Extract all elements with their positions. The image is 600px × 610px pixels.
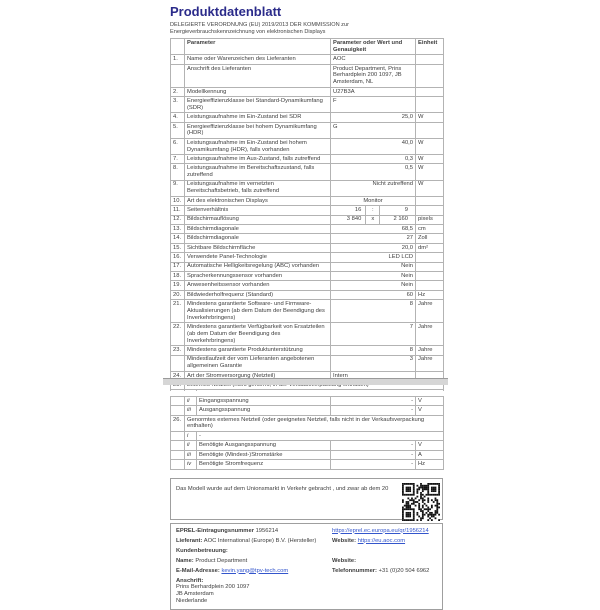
row-unit: V [416, 397, 444, 406]
row-value: Nicht zutreffend [331, 180, 416, 196]
row-number [171, 406, 185, 415]
row-number: 10. [171, 196, 185, 205]
row-value: F [331, 97, 416, 113]
row-number [171, 64, 185, 87]
website-label: Website: [332, 537, 357, 544]
row-number: 16. [171, 253, 185, 262]
row-label: Sichtbare Bildschirmfläche [185, 243, 331, 252]
address-line-2: JB Amsterdam [176, 591, 214, 598]
table-header-row [171, 39, 444, 55]
table-row [171, 243, 444, 252]
row-number [171, 450, 185, 459]
table-row [171, 397, 444, 406]
row-value: Monitor [331, 196, 416, 205]
row-number: 9. [171, 180, 185, 196]
row-number: 6. [171, 138, 185, 154]
eprel-info-box [170, 523, 443, 610]
row-value: Intern [331, 371, 416, 380]
contact-name-value: Product Department [195, 557, 248, 564]
row-value: 7 [331, 323, 416, 346]
row-value: Nein [331, 262, 416, 271]
row-label: Anschrift des Lieferanten [185, 64, 331, 87]
row-number: 3. [171, 97, 185, 113]
regulation-line-1: DELEGIERTE VERORDNUNG (EU) 2019/2013 DER KOMMISSION zur [170, 22, 349, 28]
table-row [171, 97, 444, 113]
row-unit: Jahre [416, 355, 444, 371]
row-value: 68,5 [331, 225, 416, 234]
row-value: - [331, 397, 416, 406]
row-subindex: iii [185, 450, 197, 459]
header-value: Parameter oder Wert und Genauigkeit [331, 39, 416, 55]
row-unit [416, 122, 444, 138]
row-number: 24. [171, 371, 185, 380]
market-placement-text: Das Modell wurde auf dem Unionsmarkt in Verkehr gebracht , und zwar ab dem 20 [176, 485, 389, 492]
row-value: G [331, 122, 416, 138]
table-row [171, 122, 444, 138]
row-unit: V [416, 441, 444, 450]
header-parameter: Parameter [185, 39, 331, 55]
table-row [171, 87, 444, 96]
contact-name-label: Name: [176, 557, 194, 564]
row-subindex: i [185, 431, 197, 440]
row-number: 8. [171, 164, 185, 180]
table-row [171, 196, 444, 205]
address-line-1: Prins Berhardplein 200 1097 [176, 584, 250, 591]
table-row [171, 355, 444, 371]
phone-label: Telefonnummer: [332, 567, 377, 574]
row-label: Seitenverhältnis [185, 206, 331, 215]
row-value: 3 [331, 355, 416, 371]
row-unit: A [416, 450, 444, 459]
row-subindex: ii [185, 441, 197, 450]
row-number: 7. [171, 155, 185, 164]
row-unit: Jahre [416, 300, 444, 323]
row-value: - [331, 460, 416, 469]
row-unit: W [416, 155, 444, 164]
row-number: 15. [171, 243, 185, 252]
table-row [171, 290, 444, 299]
row-value: Nein [331, 281, 416, 290]
supplier-label: Lieferant: [176, 537, 203, 544]
header-unit: Einheit [416, 39, 444, 55]
row-unit [416, 64, 444, 87]
row-unit: Zoll [416, 234, 444, 243]
email-row [176, 568, 328, 575]
row-unit: pixels [416, 215, 444, 224]
row-value: 8 [331, 300, 416, 323]
row-number [171, 460, 185, 469]
table-row [171, 441, 444, 450]
table-row [171, 225, 444, 234]
website-link[interactable]: https://eu.aoc.com [357, 537, 406, 544]
row-number: 23. [171, 346, 185, 355]
row-subindex: iii [185, 406, 197, 415]
row-number: 22. [171, 323, 185, 346]
row-value: 25,0 [331, 113, 416, 122]
row-number [171, 431, 185, 440]
row-number: 4. [171, 113, 185, 122]
row-value: 20,0 [331, 243, 416, 252]
row-unit: Jahre [416, 323, 444, 346]
contact-name-row [176, 558, 328, 565]
header-num-cell [171, 39, 185, 55]
address-block [176, 578, 328, 605]
row-label: Leistungsaufnahme im Ein-Zustand bei SDR [185, 113, 331, 122]
table-row [171, 281, 444, 290]
row-unit [416, 253, 444, 262]
row-value: U27B3A [331, 87, 416, 96]
row-label: Bildschirmdiagonale [185, 234, 331, 243]
table-row [171, 346, 444, 355]
supplier-row [176, 538, 328, 545]
row-label: Benötigte Stromfrequenz [197, 460, 331, 469]
website2-label: Website: [332, 557, 357, 564]
row-unit: W [416, 164, 444, 180]
row-label: Benötigte Ausgangsspannung [197, 441, 331, 450]
page-break-divider [163, 378, 448, 385]
row-label: Mindestens garantierte Produktunterstützung [185, 346, 331, 355]
row-value: 8 [331, 346, 416, 355]
row-unit [416, 271, 444, 280]
datasheet-page-1 [163, 0, 448, 379]
row-value: Nein [331, 271, 416, 280]
row-unit: W [416, 180, 444, 196]
datasheet-page-2 [163, 391, 448, 604]
row-label: Leistungsaufnahme im Aus-Zustand, falls zutreffend [185, 155, 331, 164]
row-number: 2. [171, 87, 185, 96]
row-number: 12. [171, 215, 185, 224]
row-unit [416, 196, 444, 205]
row-value: AOC [331, 55, 416, 64]
table-row [171, 253, 444, 262]
table-row [171, 271, 444, 280]
row-number [171, 397, 185, 406]
row-number: 17. [171, 262, 185, 271]
table-row [171, 113, 444, 122]
row-label: Bildschirmauflösung [185, 215, 331, 224]
regulation-line-2: Energieverbrauchskennzeichnung von elektronischen Displays [170, 28, 326, 35]
row-unit [416, 281, 444, 290]
row-unit: W [416, 113, 444, 122]
table-row [171, 234, 444, 243]
support-label: Kundenbetreuung: [176, 547, 228, 554]
regulation-subtitle [170, 22, 410, 35]
row-subindex: iv [185, 460, 197, 469]
row-unit: Hz [416, 460, 444, 469]
row-number [171, 355, 185, 371]
parameter-table-continued [170, 396, 444, 470]
row-label: Anwesenheitssensor vorhanden [185, 281, 331, 290]
row-label: Automatische Helligkeitsregelung (ABC) vorhanden [185, 262, 331, 271]
table-row [171, 431, 444, 440]
row-value: LED LCD [331, 253, 416, 262]
row-unit: cm [416, 225, 444, 234]
row-number: 13. [171, 225, 185, 234]
row-unit [416, 55, 444, 64]
row-value: 0,3 [331, 155, 416, 164]
row-label: Energieeffizienzklasse bei Standard-Dynamikumfang (SDR) [185, 97, 331, 113]
row-label: Spracherkennungssensor vorhanden [185, 271, 331, 280]
row-value: 27 [331, 234, 416, 243]
row-value: - [331, 406, 416, 415]
row-value: - [331, 450, 416, 459]
table-row [171, 406, 444, 415]
row-label: Mindestens garantierte Verfügbarkeit von Ersatzteilen (ab dem Datum der Beendigung des Inverkehrbringens) [185, 323, 331, 346]
table-row [171, 415, 444, 431]
supplier-value: AOC International (Europe) B.V. (Hersteller) [203, 537, 317, 544]
row-label: - [197, 431, 444, 440]
row-number: 14. [171, 234, 185, 243]
row-unit [416, 206, 444, 215]
row-unit: Jahre [416, 346, 444, 355]
table-row [171, 215, 444, 224]
eprel-qr-link[interactable]: https://eprel.ec.europa.eu/qr/1956214 [332, 527, 429, 534]
row-number: 1. [171, 55, 185, 64]
row-label: Ausgangsspannung [197, 406, 331, 415]
row-number: 18. [171, 271, 185, 280]
row-label: Bildschirmdiagonale [185, 225, 331, 234]
row-value: Product Department, Prins Berhardplein 200 1097, JB Amsterdam, NL [331, 64, 416, 87]
row-value: 3 840 x 2 160 [331, 215, 416, 224]
table-row [171, 164, 444, 180]
row-label: Bildwiederholfrequenz (Standard) [185, 290, 331, 299]
table-row [171, 450, 444, 459]
eprel-number-label: EPREL-Eintragungsnummer [176, 527, 254, 534]
row-label: Mindestlaufzeit der vom Lieferanten angebotenen allgemeinen Garantie [185, 355, 331, 371]
table-row [171, 138, 444, 154]
row-number: 26. [171, 415, 185, 431]
row-label: Verwendete Panel-Technologie [185, 253, 331, 262]
row-label: Mindestens garantierte Software- und Firmware-Aktualisierungen (ab dem Datum der Beendigung des Inverkehrbringens) [185, 300, 331, 323]
email-link[interactable]: kevin.yang@tpv-tech.com [221, 567, 289, 574]
row-label: Art der Stromversorgung (Netzteil) [185, 371, 331, 380]
row-subindex: ii [185, 397, 197, 406]
row-unit: dm² [416, 243, 444, 252]
row-label: Leistungsaufnahme im vernetzten Bereitschaftsbetrieb, falls zutreffend [185, 180, 331, 196]
table-row [171, 460, 444, 469]
table-row [171, 64, 444, 87]
row-label: Modellkennung [185, 87, 331, 96]
row-label: Energieeffizienzklasse bei hohem Dynamikumfang (HDR) [185, 122, 331, 138]
row-label: Leistungsaufnahme im Ein-Zustand bei hohem Dynamikumfang (HDR), falls vorhanden [185, 138, 331, 154]
row-number [171, 441, 185, 450]
row-number: 19. [171, 281, 185, 290]
address-line-3: Niederlande [176, 597, 208, 604]
row-label: Name oder Warenzeichen des Lieferanten [185, 55, 331, 64]
row-value: - [331, 441, 416, 450]
table-row [171, 155, 444, 164]
row-number: 5. [171, 122, 185, 138]
table-row [171, 180, 444, 196]
table-row [171, 55, 444, 64]
row-number: 11. [171, 206, 185, 215]
email-label: E-Mail-Adresse: [176, 567, 220, 574]
row-value: 0,5 [331, 164, 416, 180]
table-row [171, 206, 444, 215]
eprel-number-row [176, 528, 328, 535]
table-row [171, 323, 444, 346]
row-value: 40,0 [331, 138, 416, 154]
market-placement-box [170, 478, 443, 520]
row-unit: W [416, 138, 444, 154]
parameter-table [170, 38, 444, 400]
row-unit: V [416, 406, 444, 415]
table-row [171, 262, 444, 271]
row-unit [416, 87, 444, 96]
row-label: Art des elektronischen Displays [185, 196, 331, 205]
row-number: 21. [171, 300, 185, 323]
page-title: Produktdatenblatt [170, 4, 282, 19]
table-row [171, 300, 444, 323]
row-value: 60 [331, 290, 416, 299]
row-unit [416, 262, 444, 271]
phone-value: +31 (0)20 504 6962 [378, 567, 430, 574]
row-label: Benötigte (Mindest-)Stromstärke [197, 450, 331, 459]
row-value: 16 : 9 [331, 206, 416, 215]
row-unit: Hz [416, 290, 444, 299]
row-number: 20. [171, 290, 185, 299]
qr-code [402, 483, 440, 521]
eprel-number-value: 1956214 [255, 527, 279, 534]
row-label: Genormtes externes Netzteil (oder geeignetes Netzteil, falls nicht in der Verkaufsverpackung enthalten) [185, 415, 444, 431]
row-label: Leistungsaufnahme im Bereitschaftszustand, falls zutreffend [185, 164, 331, 180]
address-label: Anschrift: [176, 577, 204, 584]
row-unit [416, 97, 444, 113]
row-label: Eingangsspannung [197, 397, 331, 406]
